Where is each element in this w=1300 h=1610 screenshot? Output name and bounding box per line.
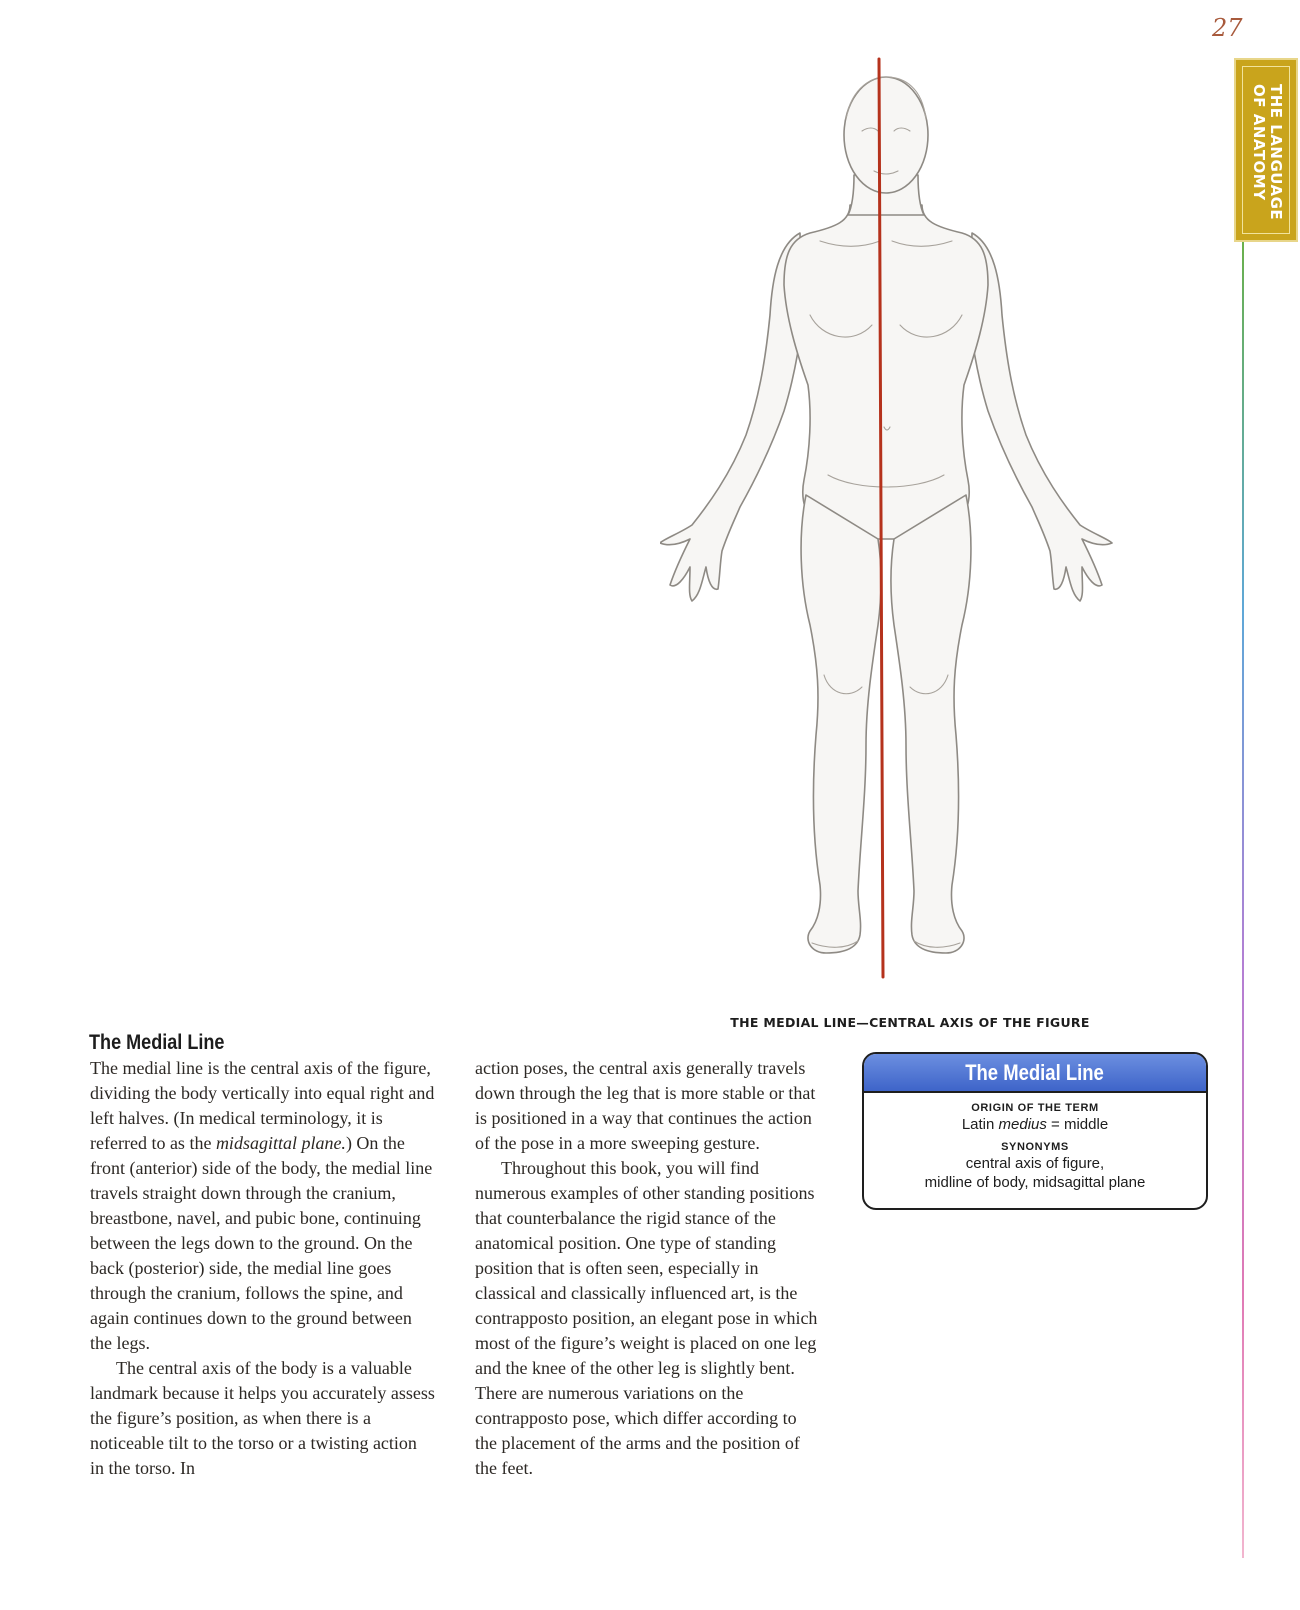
synonyms-line-2: midline of body, midsagittal plane: [924, 1174, 1146, 1191]
figure-caption: THE MEDIAL LINE—CENTRAL AXIS OF THE FIGURE: [730, 1015, 1090, 1030]
synonyms-line-1: central axis of figure,: [965, 1155, 1105, 1172]
origin-suffix: = middle: [1046, 1116, 1109, 1133]
section-heading: The Medial Line: [89, 1031, 225, 1054]
body-text-column-1: [90, 1056, 435, 1481]
paragraph: Throughout this book, you will find numerous examples of other standing positions that counterbalance the rigid stance of the anatomical position. One type of standing position that is often seen, especially in classical and classically influenced art, is the contrapposto position, an elegant pose in which most of the figure’s weight is placed on one leg and the knee of the other leg is slightly bent. There are numerous variations on the contrapposto pose, which differ according to the placement of the arms and the position of the feet.: [475, 1158, 818, 1478]
body-text-column-2: [475, 1056, 820, 1481]
origin-word: medius: [998, 1116, 1047, 1133]
chapter-tab: [1234, 58, 1298, 242]
chapter-tab-label: THE LANGUAGE OF ANATOMY: [1250, 84, 1285, 221]
origin-label: ORIGIN OF THE TERM: [971, 1102, 1099, 1114]
text-run: The medial line is the central axis of the figure, dividing the body vertically into equal right and left halves. (In medical terminology, it is referred to as the: [90, 1058, 435, 1153]
origin-value: [864, 1115, 1206, 1134]
paragraph: [90, 1056, 435, 1356]
paragraph: The central axis of the body is a valuable landmark because it helps you accurately assess the figure’s position, as when there is a noticeable tilt to the torso or a twisting action in the torso. In: [90, 1358, 435, 1478]
term-card-title: The Medial Line: [965, 1060, 1105, 1085]
synonyms-label: SYNONYMS: [1001, 1141, 1069, 1153]
emphasis-midsagittal: midsagittal plane.: [215, 1133, 346, 1153]
term-card: [862, 1052, 1208, 1210]
term-card-header: [864, 1054, 1206, 1093]
standing-human-figure-icon: [660, 55, 1130, 1010]
side-rule: [1242, 242, 1244, 1558]
paragraph: action poses, the central axis generally travels down through the leg that is more stable or that is positioned in a way that continues the action of the pose in a more sweeping gesture.: [475, 1058, 816, 1153]
page-number: 27: [1212, 14, 1243, 42]
origin-prefix: Latin: [961, 1116, 999, 1133]
term-card-body: [864, 1093, 1206, 1192]
anatomy-figure: [660, 55, 1130, 1010]
text-run: ) On the front (anterior) side of the body, the medial line travels straight down through the cranium, breastbone, navel, and pubic bone, continuing between the legs down to the ground. On the back (posterior) side, the medial line goes through the cranium, follows the spine, and again continues down to the ground between the legs.: [90, 1133, 433, 1353]
